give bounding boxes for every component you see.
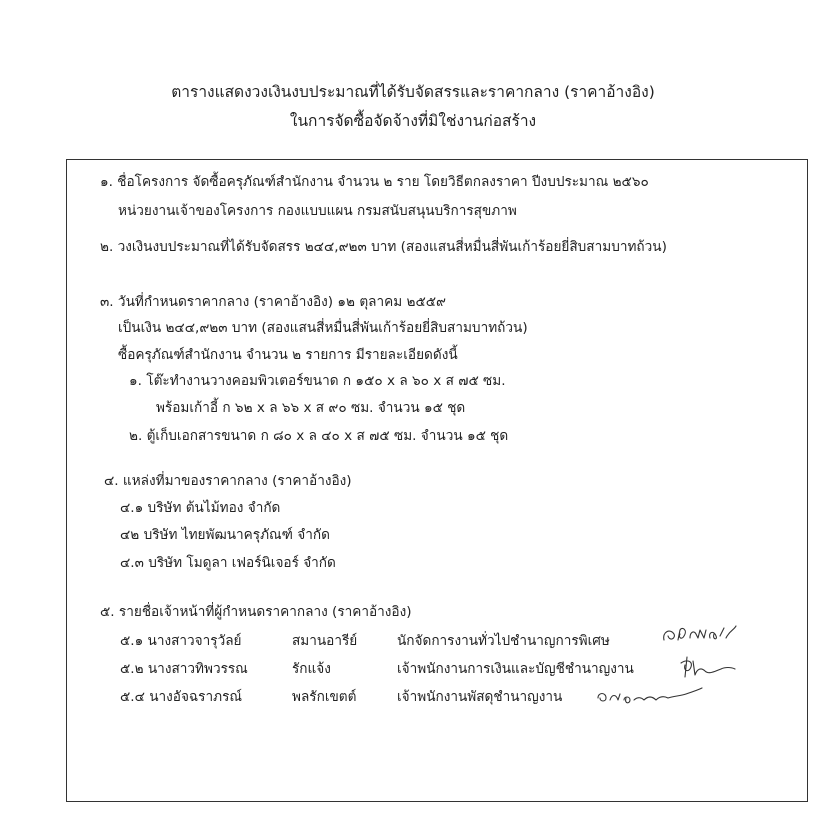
officer-position: เจ้าพนักงานการเงินและบัญชีชำนาญงาน bbox=[397, 661, 634, 677]
officer-surname: รักแจ้ง bbox=[292, 661, 331, 677]
item-2-line: ๒. ตู้เก็บเอกสารขนาด ก ๘๐ x ล ๔๐ x ส ๗๕ ซม. จำนวน ๑๕ ชุด bbox=[129, 428, 509, 444]
project-owner-line: หน่วยงานเจ้าของโครงการ กองแบบแผน กรมสนับสนุนบริการสุขภาพ bbox=[118, 203, 517, 219]
signature-officer-3 bbox=[594, 684, 704, 708]
officer-surname: สมานอารีย์ bbox=[292, 633, 358, 649]
officer-surname: พลรักเขตต์ bbox=[292, 689, 357, 705]
price-source-item: ๔.๑ บริษัท ต้นไม้ทอง จำกัด bbox=[120, 500, 281, 516]
reference-amount-line: เป็นเงิน ๒๔๔,๙๒๓ บาท (สองแสนสี่หมื่นสี่พันเก้าร้อยยี่สิบสามบาทถ้วน) bbox=[118, 320, 528, 336]
officer-position: เจ้าพนักงานพัสดุชำนาญงาน bbox=[397, 689, 563, 705]
budget-line: ๒. วงเงินงบประมาณที่ได้รับจัดสรร ๒๔๔,๙๒๓ บาท (สองแสนสี่หมื่นสี่พันเก้าร้อยยี่สิบสามบาทถ้วน) bbox=[100, 239, 667, 255]
item-1-line-1: ๑. โต๊ะทำงานวางคอมพิวเตอร์ขนาด ก ๑๕๐ x ล ๖๐ x ส ๗๕ ซม. bbox=[129, 373, 506, 389]
price-source-heading: ๔. แหล่งที่มาของราคากลาง (ราคาอ้างอิง) bbox=[104, 473, 352, 489]
purchase-summary-line: ซื้อครุภัณฑ์สำนักงาน จำนวน ๒ รายการ มีรายละเอียดดังนี้ bbox=[118, 347, 458, 363]
signature-officer-2 bbox=[677, 651, 737, 681]
officer-name: ๕.๒ นางสาวทิพวรรณ bbox=[120, 661, 248, 677]
officers-heading: ๕. รายชื่อเจ้าหน้าที่ผู้กำหนดราคากลาง (ราคาอ้างอิง) bbox=[100, 604, 412, 620]
document-title-line-1: ตารางแสดงวงเงินงบประมาณที่ได้รับจัดสรรและราคากลาง (ราคาอ้างอิง) bbox=[171, 83, 655, 101]
reference-date-line: ๓. วันที่กำหนดราคากลาง (ราคาอ้างอิง) ๑๒ ตุลาคม ๒๕๕๙ bbox=[100, 294, 446, 310]
officer-position: นักจัดการงานทั่วไปชำนาญการพิเศษ bbox=[397, 633, 610, 649]
price-source-item: ๔.๓ บริษัท โมดูลา เฟอร์นิเจอร์ จำกัด bbox=[120, 555, 336, 571]
item-1-line-2: พร้อมเก้าอี้ ก ๖๒ x ล ๖๖ x ส ๙๐ ซม. จำนวน ๑๕ ชุด bbox=[156, 400, 466, 416]
document-title-line-2: ในการจัดซื้อจัดจ้างที่มิใช่งานก่อสร้าง bbox=[289, 112, 537, 130]
officer-name: ๕.๑ นางสาวจารุวัลย์ bbox=[120, 633, 242, 649]
officer-name: ๕.๔ นางอัจฉราภรณ์ bbox=[120, 689, 242, 705]
signature-officer-1 bbox=[660, 618, 740, 648]
price-source-item: ๔๒ บริษัท ไทยพัฒนาครุภัณฑ์ จำกัด bbox=[120, 527, 330, 543]
project-name-line: ๑. ชื่อโครงการ จัดซื้อครุภัณฑ์สำนักงาน จำนวน ๒ ราย โดยวิธีตกลงราคา ปีงบประมาณ ๒๕๖๐ bbox=[100, 174, 649, 190]
